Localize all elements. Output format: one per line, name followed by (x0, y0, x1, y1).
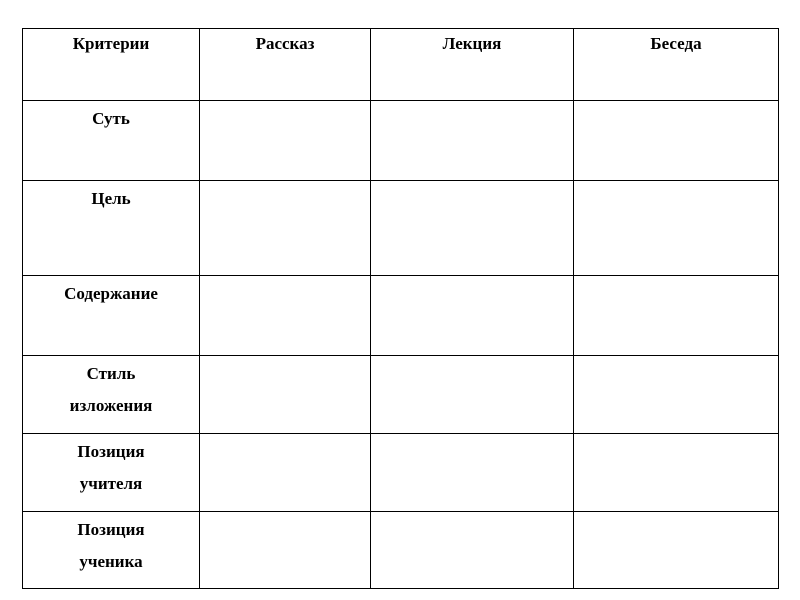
table-row (23, 181, 779, 276)
table-row (23, 276, 779, 356)
table-cell (574, 434, 779, 512)
table-cell (574, 512, 779, 589)
table-cell (371, 512, 574, 589)
table-cell (200, 101, 371, 181)
header-story: Рассказ (200, 29, 371, 101)
table-cell (371, 356, 574, 434)
header-criteria: Критерии (23, 29, 200, 101)
table-cell (200, 434, 371, 512)
table-cell (200, 276, 371, 356)
header-conversation: Беседа (574, 29, 779, 101)
table-header-row (23, 29, 779, 101)
table-row (23, 356, 779, 434)
row-label-teacher-position: Позиция учителя (23, 434, 200, 512)
row-label-student-position: Позиция ученика (23, 512, 200, 589)
table-cell (371, 101, 574, 181)
row-label-essence: Суть (23, 101, 200, 181)
table-cell (574, 181, 779, 276)
table-cell (574, 101, 779, 181)
table-cell (371, 276, 574, 356)
criteria-comparison-table (22, 28, 779, 589)
row-label-goal: Цель (23, 181, 200, 276)
table-cell (371, 434, 574, 512)
table-cell (574, 276, 779, 356)
row-label-presentation-style: Стиль изложения (23, 356, 200, 434)
table-cell (200, 181, 371, 276)
table-cell (200, 512, 371, 589)
table-row (23, 434, 779, 512)
table-cell (200, 356, 371, 434)
table-cell (574, 356, 779, 434)
table-row (23, 101, 779, 181)
table-row (23, 512, 779, 589)
header-lecture: Лекция (371, 29, 574, 101)
row-label-content: Содержание (23, 276, 200, 356)
table-cell (371, 181, 574, 276)
